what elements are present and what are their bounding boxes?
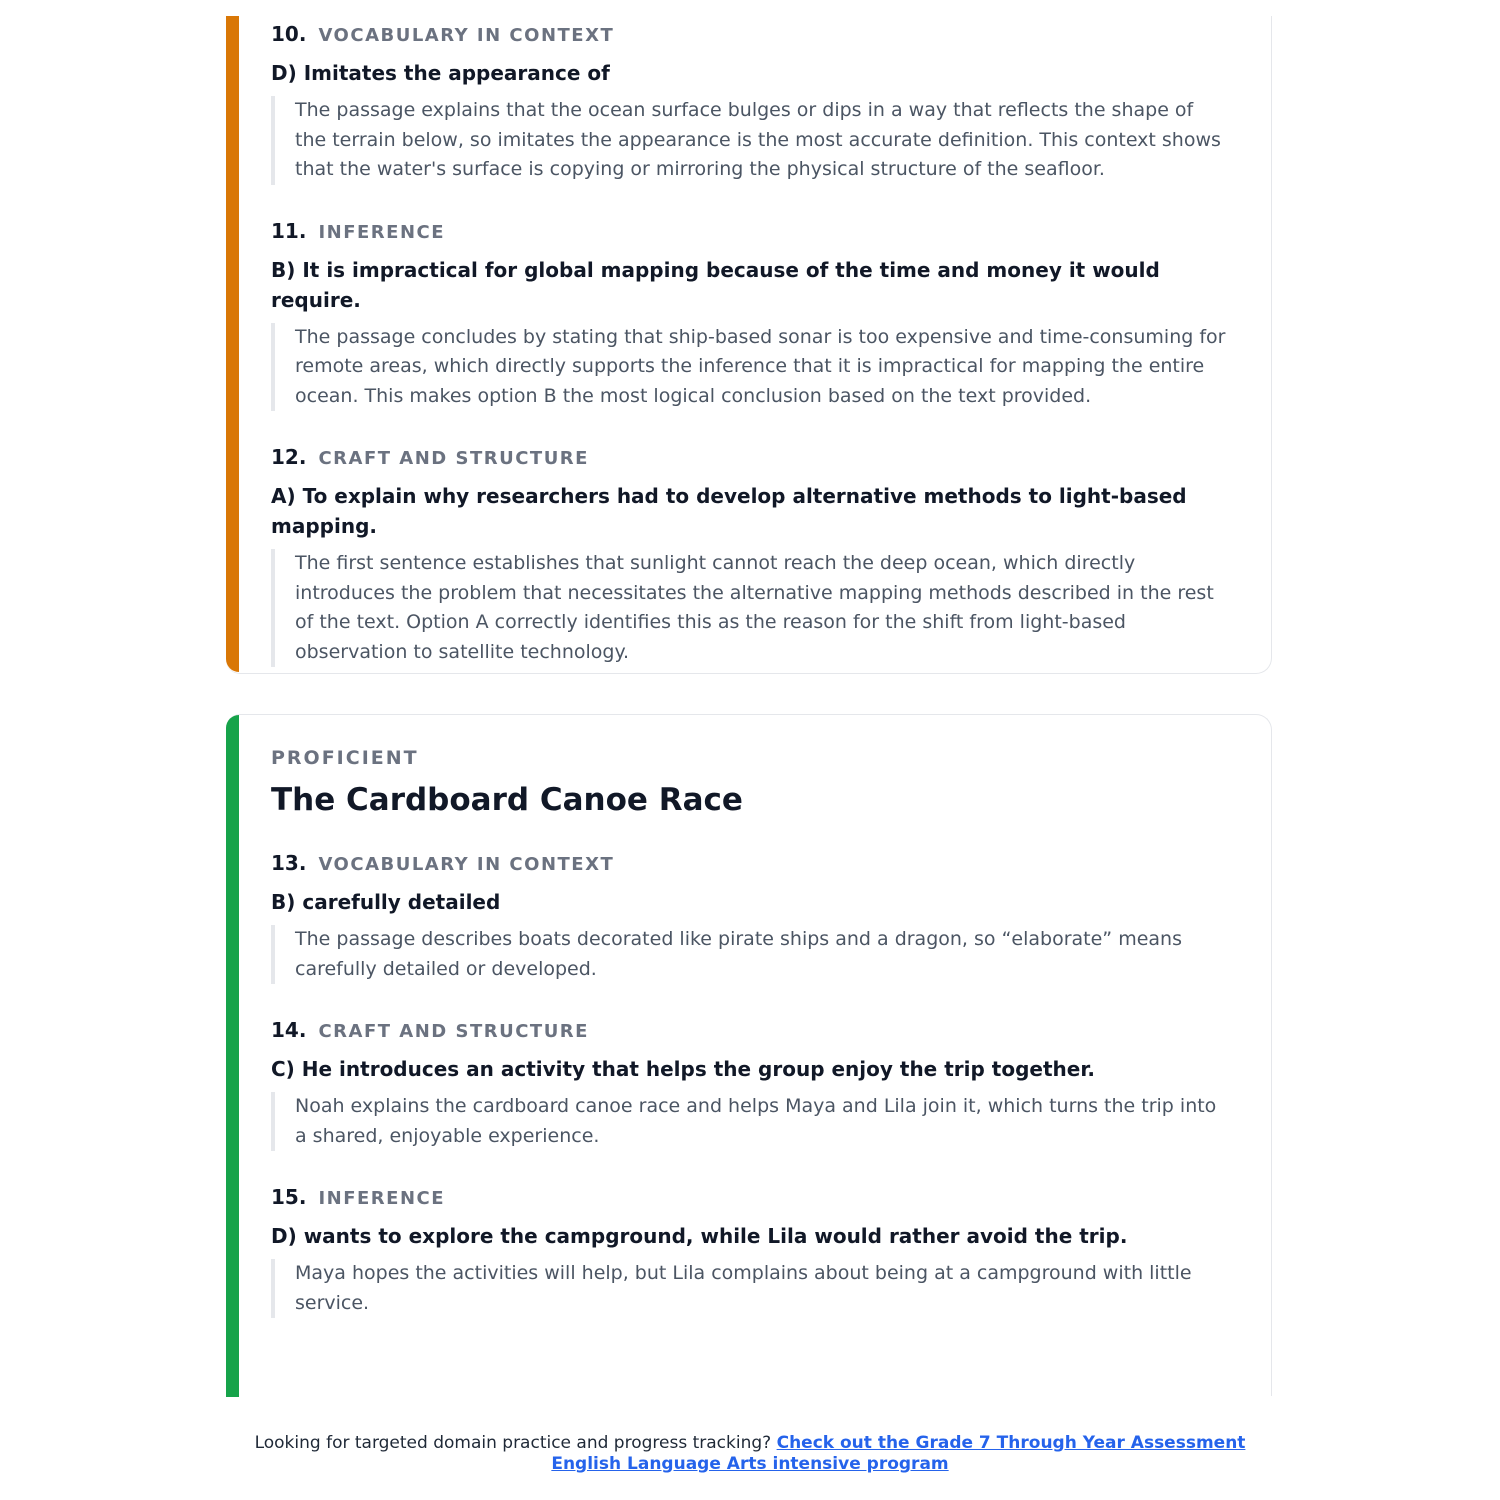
footer-promo: [240, 1433, 1260, 1475]
question-category: CRAFT AND STRUCTURE: [318, 448, 589, 469]
question-number: 15.: [271, 1185, 307, 1209]
card-content: [271, 745, 1227, 1318]
question-item: [271, 1183, 1227, 1318]
difficulty-level-label: PROFICIENT: [271, 747, 419, 769]
question-header: [271, 217, 1227, 247]
question-number: 11.: [271, 218, 307, 243]
question-category: CRAFT AND STRUCTURE: [318, 1021, 589, 1042]
correct-answer: B) It is impractical for global mapping because of the time and money it would require.: [271, 257, 1160, 312]
intensive-program-link[interactable]: Check out the Grade 7 Through Year Assessment English Language Arts intensive program: [551, 1433, 1246, 1474]
question-item: [271, 1016, 1227, 1151]
correct-answer: D) wants to explore the campground, while Lila would rather avoid the trip.: [271, 1224, 1128, 1248]
question-header: [271, 1016, 1227, 1046]
correct-answer: C) He introduces an activity that helps the group enjoy the trip together.: [271, 1057, 1095, 1081]
difficulty-accent-bar: [226, 16, 239, 672]
passage-card-informational: [226, 16, 1272, 674]
card-content: [271, 20, 1227, 667]
answer-explanation: Noah explains the cardboard canoe race and helps Maya and Lila join it, which turns the trip into a shared, enjoyable experience.: [271, 1092, 1227, 1151]
question-number: 13.: [271, 851, 307, 875]
question-header: [271, 849, 1227, 879]
answer-explanation: The first sentence establishes that sunlight cannot reach the deep ocean, which directly introduces the problem that necessitates the alternative mapping methods described in the rest of the text. Option A correctly identifies this as the reason for the shift from light-based observation to satellite technology.: [271, 549, 1227, 667]
passage-card-proficient: [226, 714, 1272, 1396]
question-header: [271, 443, 1227, 473]
question-item: [271, 443, 1227, 667]
correct-answer: D) Imitates the appearance of: [271, 61, 610, 85]
difficulty-accent-bar: [226, 715, 239, 1397]
question-number: 14.: [271, 1018, 307, 1042]
question-category: VOCABULARY IN CONTEXT: [318, 854, 615, 875]
answer-explanation: The passage concludes by stating that ship-based sonar is too expensive and time-consuming for remote areas, which directly supports the inference that it is impractical for mapping the entire ocean. This makes option B the most logical conclusion based on the text provided.: [271, 323, 1227, 412]
question-item: [271, 20, 1227, 185]
footer-text: Looking for targeted domain practice and progress tracking?: [254, 1433, 777, 1453]
question-item: [271, 849, 1227, 984]
question-category: INFERENCE: [318, 1188, 446, 1209]
question-category: INFERENCE: [318, 221, 446, 243]
question-number: 10.: [271, 22, 307, 46]
answer-explanation: The passage explains that the ocean surface bulges or dips in a way that reflects the shape of the terrain below, so imitates the appearance is the most accurate definition. This context shows that the water's surface is copying or mirroring the physical structure of the seafloor.: [271, 96, 1227, 185]
question-header: [271, 20, 1227, 50]
question-number: 12.: [271, 445, 307, 469]
answer-explanation: The passage describes boats decorated like pirate ships and a dragon, so “elaborate” means carefully detailed or developed.: [271, 925, 1227, 984]
question-category: VOCABULARY IN CONTEXT: [318, 25, 615, 46]
question-header: [271, 1183, 1227, 1213]
correct-answer: B) carefully detailed: [271, 890, 501, 914]
correct-answer: A) To explain why researchers had to develop alternative methods to light-based mapping.: [271, 484, 1187, 538]
answer-explanation: Maya hopes the activities will help, but Lila complains about being at a campground with little service.: [271, 1259, 1227, 1318]
passage-title: The Cardboard Canoe Race: [271, 782, 743, 818]
question-item: [271, 217, 1227, 412]
